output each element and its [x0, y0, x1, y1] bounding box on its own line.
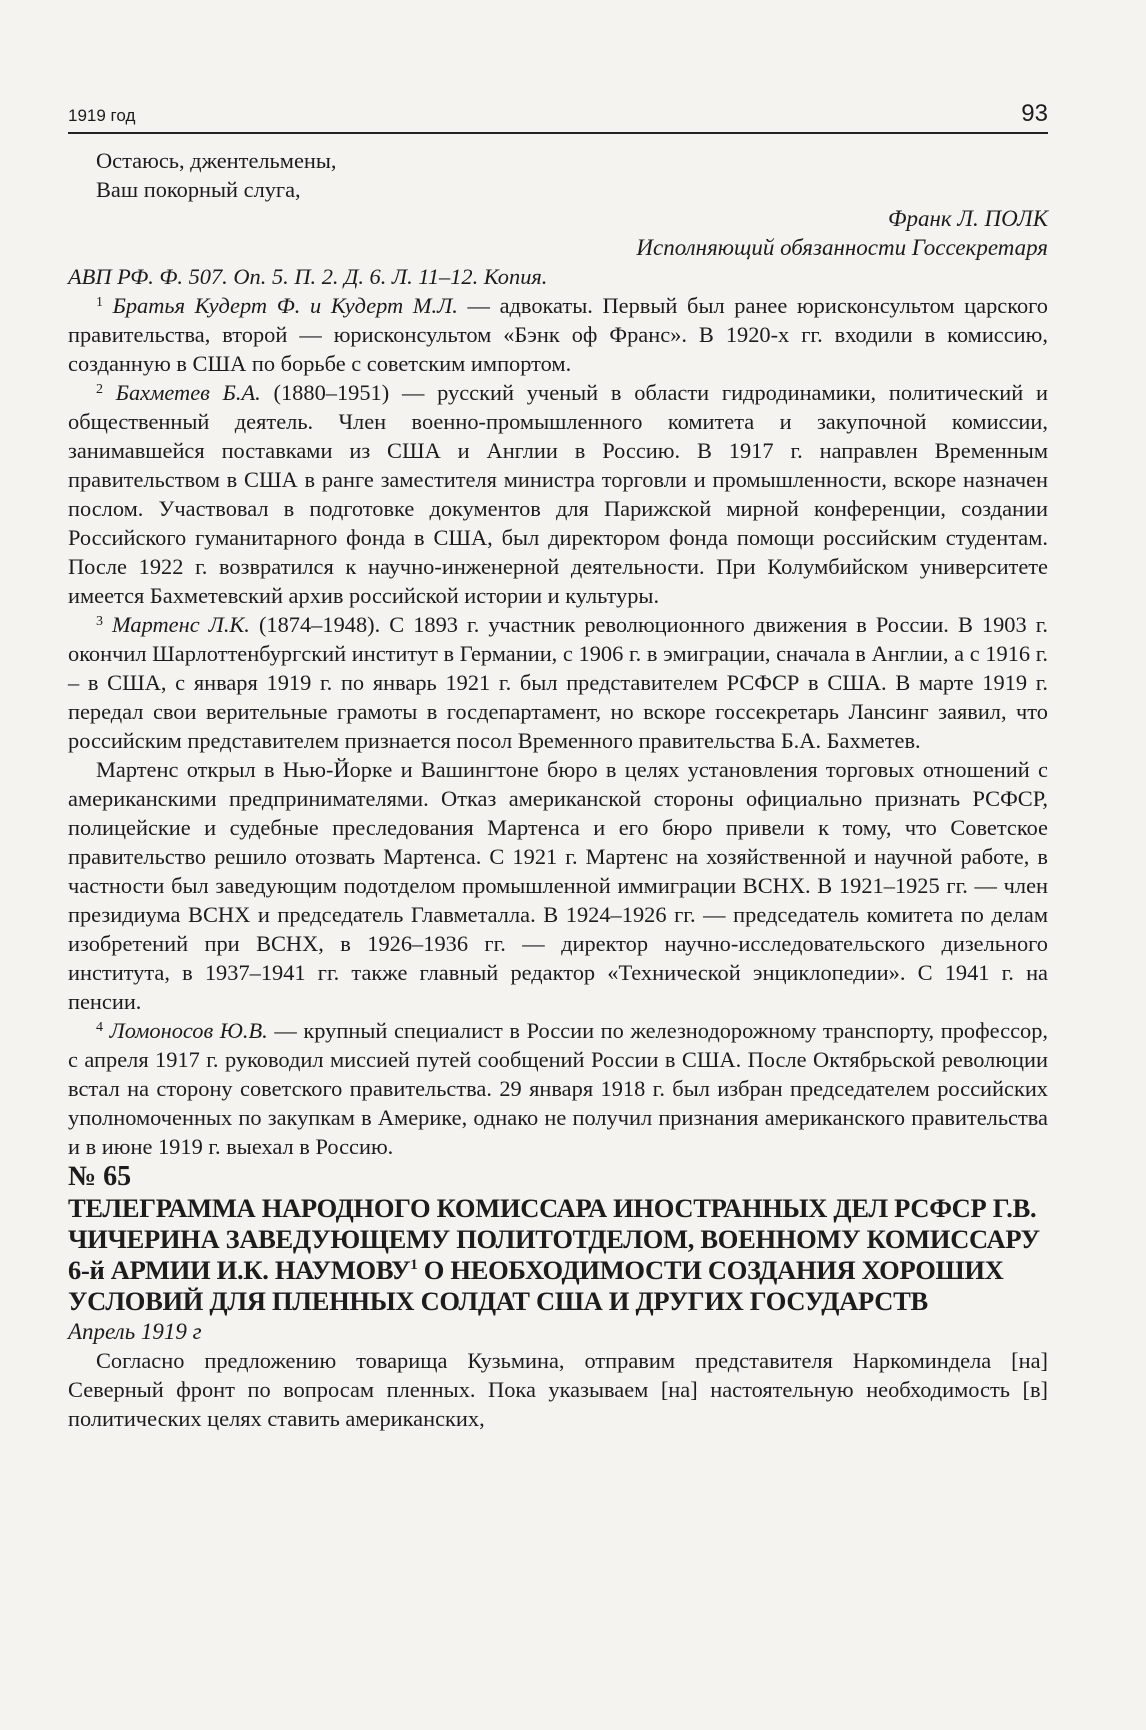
footnote-subject: Бахметев Б.А. [115, 380, 261, 405]
footnote-marker: 4 [96, 1020, 103, 1035]
footnote-marker: 1 [96, 295, 103, 310]
document-title-footnote-marker: 1 [410, 1257, 418, 1273]
document-title-part-2: О НЕОБХОДИМОСТИ СОЗДАНИЯ ХОРОШИХ УСЛОВИЙ ДЛЯ ПЛЕННЫХ СОЛДАТ США И ДРУГИХ ГОСУДАРСТВ [68, 1255, 1004, 1316]
archive-reference: АВП РФ. Ф. 507. Оп. 5. П. 2. Д. 6. Л. 11–12. Копия. [68, 264, 548, 289]
footnote-marker: 3 [96, 614, 103, 629]
footnote-text: (1880–1951) — русский ученый в области гидродинамики, политический и общественный деятель. Член военно-промышленного комитета и закупочной комиссии, занимавшейся поставками из США и Англии в Россию. В 1917 г. направлен Временным правительством в США в ранге заместителя министра торговли и промышленности, вскоре назначен послом. Участвовал в подготовке документов для Парижской мирной конференции, создании Российского гуманитарного фонда в США, был директором фонда помощи российским студентам. После 1922 г. возвратился к научно-инженерной деятельности. При Колумбийском университете имеется Бахметевский архив российской истории и культуры. [68, 380, 1048, 608]
footnote-text: — адвокаты. Первый был ранее юрисконсультом царского правительства, второй — юрисконсультом «Бэнк оф Франс». В 1920-х гг. входили в комиссию, созданную в США по борьбе с советским импортом. [68, 293, 1048, 376]
footnote-3-continuation: Мартенс открыл в Нью-Йорке и Вашингтоне бюро в целях установления торговых отношений с американскими предпринимателями. Отказ американской стороны официально признать РСФСР, полицейские и судебные преследования Мартенса и его бюро привели к тому, что Советское правительство решило отозвать Мартенса. С 1921 г. Мартенс на хозяйственной и научной работе, в частности был заведующим подотделом промышленной иммиграции ВСНХ. В 1921–1925 гг. — член президиума ВСНХ и председатель Главметалла. В 1924–1926 гг. — председатель комитета по делам изобретений при ВСНХ, в 1926–1936 гг. — директор научно-исследовательского дизельного института, в 1937–1941 гг. также главный редактор «Технической энциклопедии». С 1941 г. на пенсии. [68, 757, 1048, 1014]
footnote-1 [68, 291, 1048, 378]
page-number: 93 [1021, 100, 1048, 127]
closing-line-1: Остаюсь, джентельмены, [96, 148, 337, 173]
page-content [68, 146, 1048, 1433]
document-title [68, 1193, 1048, 1317]
footnote-2 [68, 378, 1048, 610]
footnote-subject: Мартенс Л.К. [112, 612, 250, 637]
footnote-text: — крупный специалист в России по железнодорожному транспорту, профессор, с апреля 1917 г. руководил миссией путей сообщений России в США. После Октябрьской революции встал на сторону советского правительства. 29 января 1918 г. был избран председателем российских уполномоченных по закупкам в Америке, однако не получил признания американского правительства и в июне 1919 г. выехал в Россию. [68, 1018, 1048, 1159]
footnote-subject: Братья Кудерт Ф. и Кудерт М.Л. [112, 293, 458, 318]
footnote-marker: 2 [96, 382, 103, 397]
document-body: Согласно предложению товарища Кузьмина, отправим представителя Наркоминдела [на] Северный фронт по вопросам пленных. Пока указываем [на] настоятельную необходимость [в] политических целях ставить американских, [68, 1348, 1048, 1431]
closing-line-2: Ваш покорный слуга, [96, 177, 301, 202]
running-header-year: 1919 год [68, 106, 136, 125]
document-title-part-1: ТЕЛЕГРАММА НАРОДНОГО КОМИССАРА ИНОСТРАННЫХ ДЕЛ РСФСР Г.В. ЧИЧЕРИНА ЗАВЕДУЮЩЕМУ ПОЛИТОТДЕЛОМ, ВОЕННОМУ КОМИССАРУ 6-й АРМИИ И.К. НАУМОВУ [68, 1193, 1040, 1285]
signer-name: Франк Л. ПОЛК [888, 206, 1048, 231]
footnote-3 [68, 610, 1048, 755]
document-date: Апрель 1919 г [68, 1319, 202, 1344]
footnote-subject: Ломоносов Ю.В. [109, 1018, 268, 1043]
footnote-4 [68, 1016, 1048, 1161]
running-header [68, 100, 1048, 134]
footnote-text: (1874–1948). С 1893 г. участник революционного движения в России. В 1903 г. окончил Шарлоттенбургский институт в Германии, с 1906 г. в эмиграции, сначала в Англии, а с 1916 г. – в США, с января 1919 г. по январь 1921 г. был представителем РСФСР в США. В марте 1919 г. передал свои верительные грамоты в госдепартамент, но вскоре госсекретарь Лансинг заявил, что российским представителем признается посол Временного правительства Б.А. Бахметев. [68, 612, 1048, 753]
signer-position: Исполняющий обязанности Госсекретаря [636, 235, 1048, 260]
document-number: № 65 [68, 1161, 132, 1192]
